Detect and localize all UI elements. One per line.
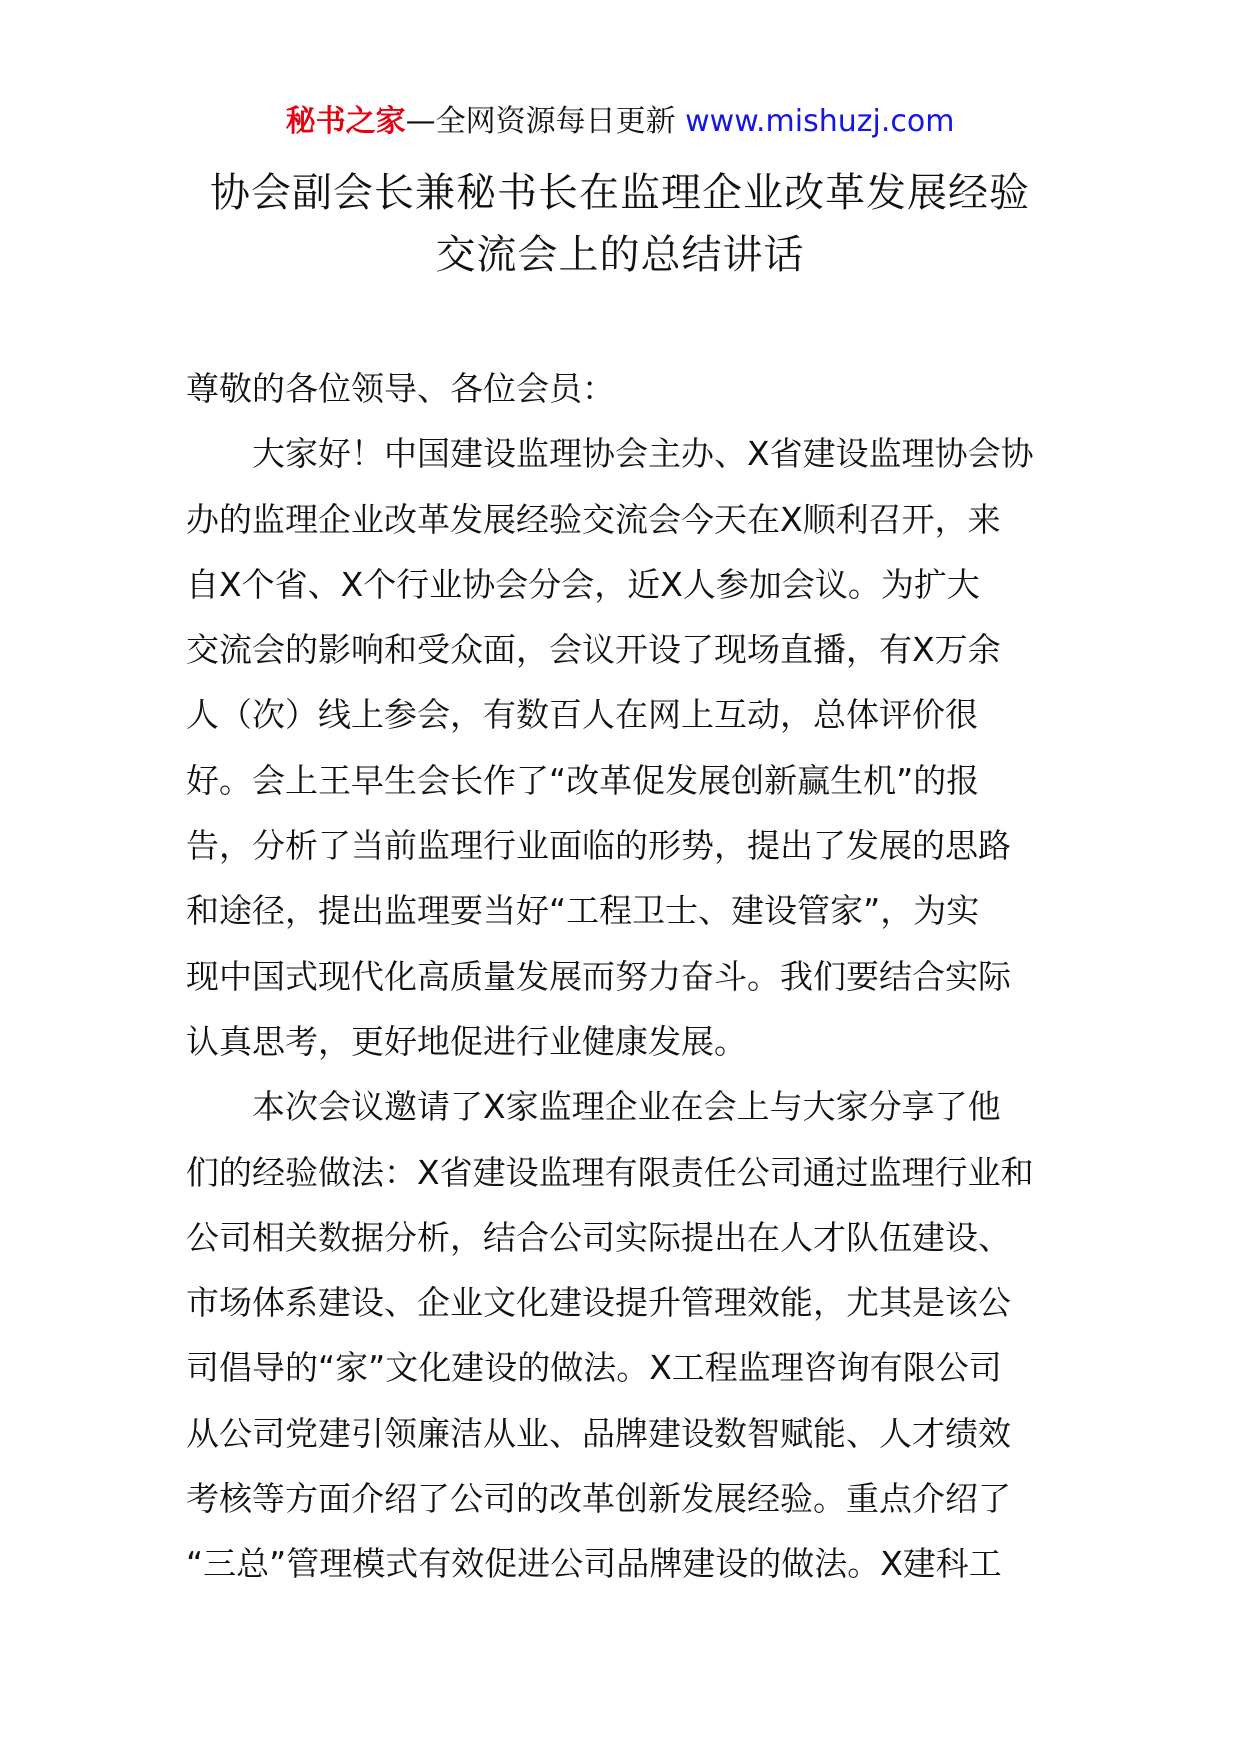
site-banner [0,100,1240,144]
salutation: 尊敬的各位领导、各位会员： [186,369,615,408]
banner-tagline: —全网资源每日更新 [405,104,676,139]
document-body [186,356,1054,1597]
paragraph-1-line: 交流会的影响和受众面，会议开设了现场直播，有X万余 [186,630,1001,670]
paragraph-2-line: 本次会议邀请了X家监理企业在会上与大家分享了他 [252,1087,1001,1127]
paragraph-1-line: 好。会上王早生会长作了“改革促发展创新赢生机”的报 [186,760,980,800]
paragraph-1-line: 和途径，提出监理要当好“工程卫士、建设管家”，为实 [186,891,980,931]
paragraph-2-line: 市场体系建设、企业文化建设提升管理效能，尤其是该公 [186,1283,1011,1323]
paragraph-2-line: “三总”管理模式有效促进公司品牌建设的做法。X建科工 [186,1544,1002,1584]
paragraph-1-line: 认真思考，更好地促进行业健康发展。 [186,1021,747,1061]
brand-name: 秘书之家 [285,104,406,139]
paragraph-2-line: 司倡导的“家”文化建设的做法。X工程监理咨询有限公司 [186,1348,1002,1388]
paragraph-1-line: 告，分析了当前监理行业面临的形势，提出了发展的思路 [186,826,1011,866]
paragraph-2-line: 公司相关数据分析，结合公司实际提出在人才队伍建设、 [186,1217,1011,1257]
paragraph-1-line: 办的监理企业改革发展经验交流会今天在X顺利召开，来 [186,499,1001,539]
site-url-link[interactable]: www.mishuzj.com [685,104,955,139]
paragraph-2-line: 们的经验做法：X省建设监理有限责任公司通过监理行业和 [186,1152,1034,1192]
paragraph-1-line: 人（次）线上参会，有数百人在网上互动，总体评价很 [186,695,978,735]
paragraph-1-line: 现中国式现代化高质量发展而努力奋斗。我们要结合实际 [186,956,1011,996]
paragraph-2-line: 考核等方面介绍了公司的改革创新发展经验。重点介绍了 [186,1479,1011,1519]
document-title [120,162,1120,286]
paragraph-1-line: 大家好！中国建设监理协会主办、X省建设监理协会协 [252,434,1034,474]
title-line-2: 交流会上的总结讲话 [435,232,805,278]
title-line-1: 协会副会长兼秘书长在监理企业改革发展经验 [210,170,1030,216]
paragraph-2-line: 从公司党建引领廉洁从业、品牌建设数智赋能、人才绩效 [186,1413,1011,1453]
paragraph-1-line: 自X个省、X个行业协会分会，近X人参加会议。为扩大 [186,564,980,604]
